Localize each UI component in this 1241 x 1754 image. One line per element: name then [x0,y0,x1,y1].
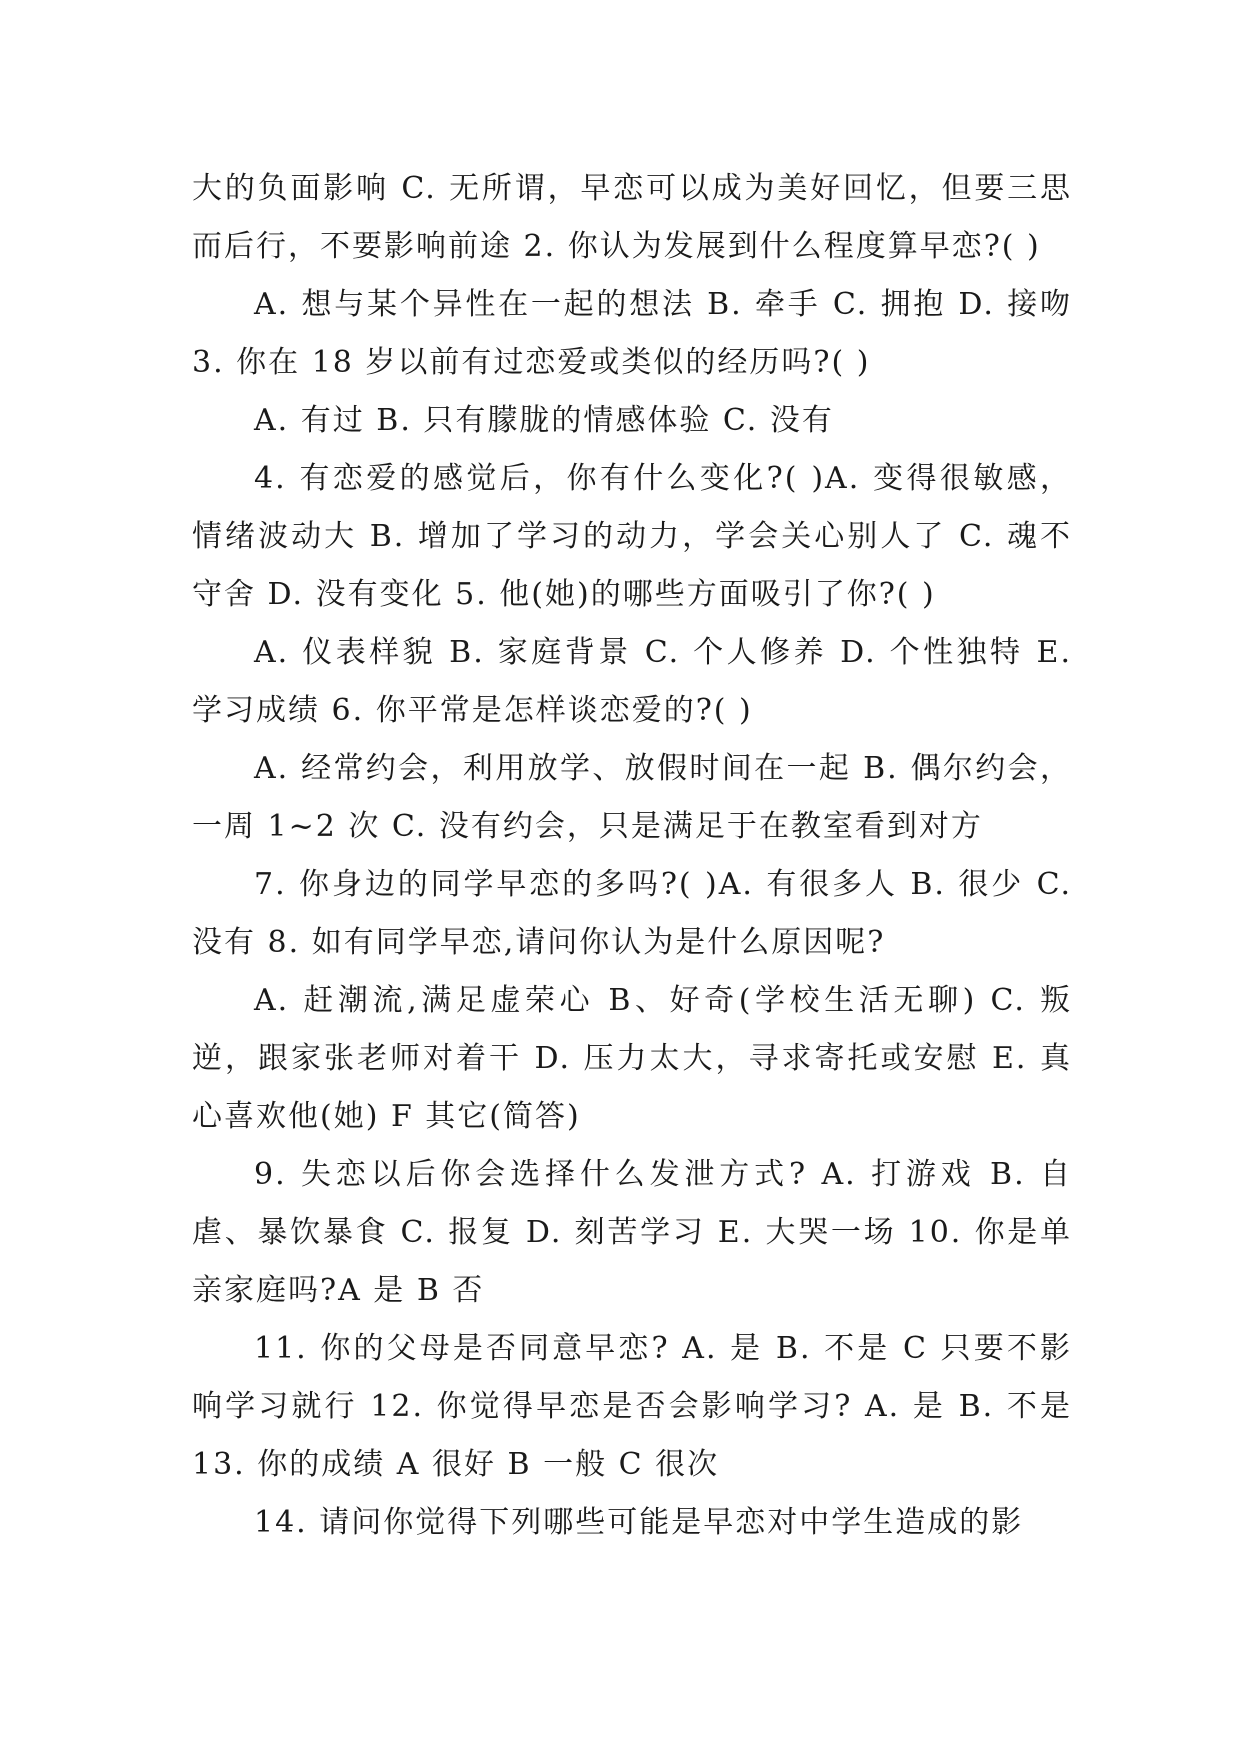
paragraph: 大的负面影响 C. 无所谓，早恋可以成为美好回忆，但要三思而后行，不要影响前途 2. 你认为发展到什么程度算早恋?( ) [192,171,1072,264]
paragraph: A. 仪表样貌 B. 家庭背景 C. 个人修养 D. 个性独特 E. 学习成绩 6. 你平常是怎样谈恋爱的?( ) [192,635,1072,728]
paragraph: 11. 你的父母是否同意早恋? A. 是 B. 不是 C 只要不影响学习就行 12. 你觉得早恋是否会影响学习? A. 是 B. 不是 13. 你的成绩 A 很好 B 一般 C 很次 [192,1331,1072,1482]
paragraph: 9. 失恋以后你会选择什么发泄方式? A. 打游戏 B. 自虐、暴饮暴食 C. 报复 D. 刻苦学习 E. 大哭一场 10. 你是单亲家庭吗?A 是 B 否 [192,1157,1072,1308]
paragraph: A. 想与某个异性在一起的想法 B. 牵手 C. 拥抱 D. 接吻 3. 你在 18 岁以前有过恋爱或类似的经历吗?( ) [192,287,1072,380]
paragraph: 14. 请问你觉得下列哪些可能是早恋对中学生造成的影 [254,1505,1024,1540]
document-body [192,160,1072,1552]
paragraph: A. 有过 B. 只有朦胧的情感体验 C. 没有 [254,403,834,438]
paragraph: A. 赶潮流,满足虚荣心 B、好奇(学校生活无聊) C. 叛逆，跟家张老师对着干 D. 压力太大，寻求寄托或安慰 E. 真心喜欢他(她) F 其它(简答) [192,983,1072,1134]
paragraph: A. 经常约会，利用放学、放假时间在一起 B. 偶尔约会，一周 1~2 次 C. 没有约会，只是满足于在教室看到对方 [192,751,1072,844]
paragraph: 7. 你身边的同学早恋的多吗?( )A. 有很多人 B. 很少 C. 没有 8. 如有同学早恋,请问你认为是什么原因呢? [192,867,1072,960]
paragraph: 4. 有恋爱的感觉后，你有什么变化?( )A. 变得很敏感，情绪波动大 B. 增加了学习的动力，学会关心别人了 C. 魂不守舍 D. 没有变化 5. 他(她)的哪些方面吸引了你?( ) [192,461,1072,612]
